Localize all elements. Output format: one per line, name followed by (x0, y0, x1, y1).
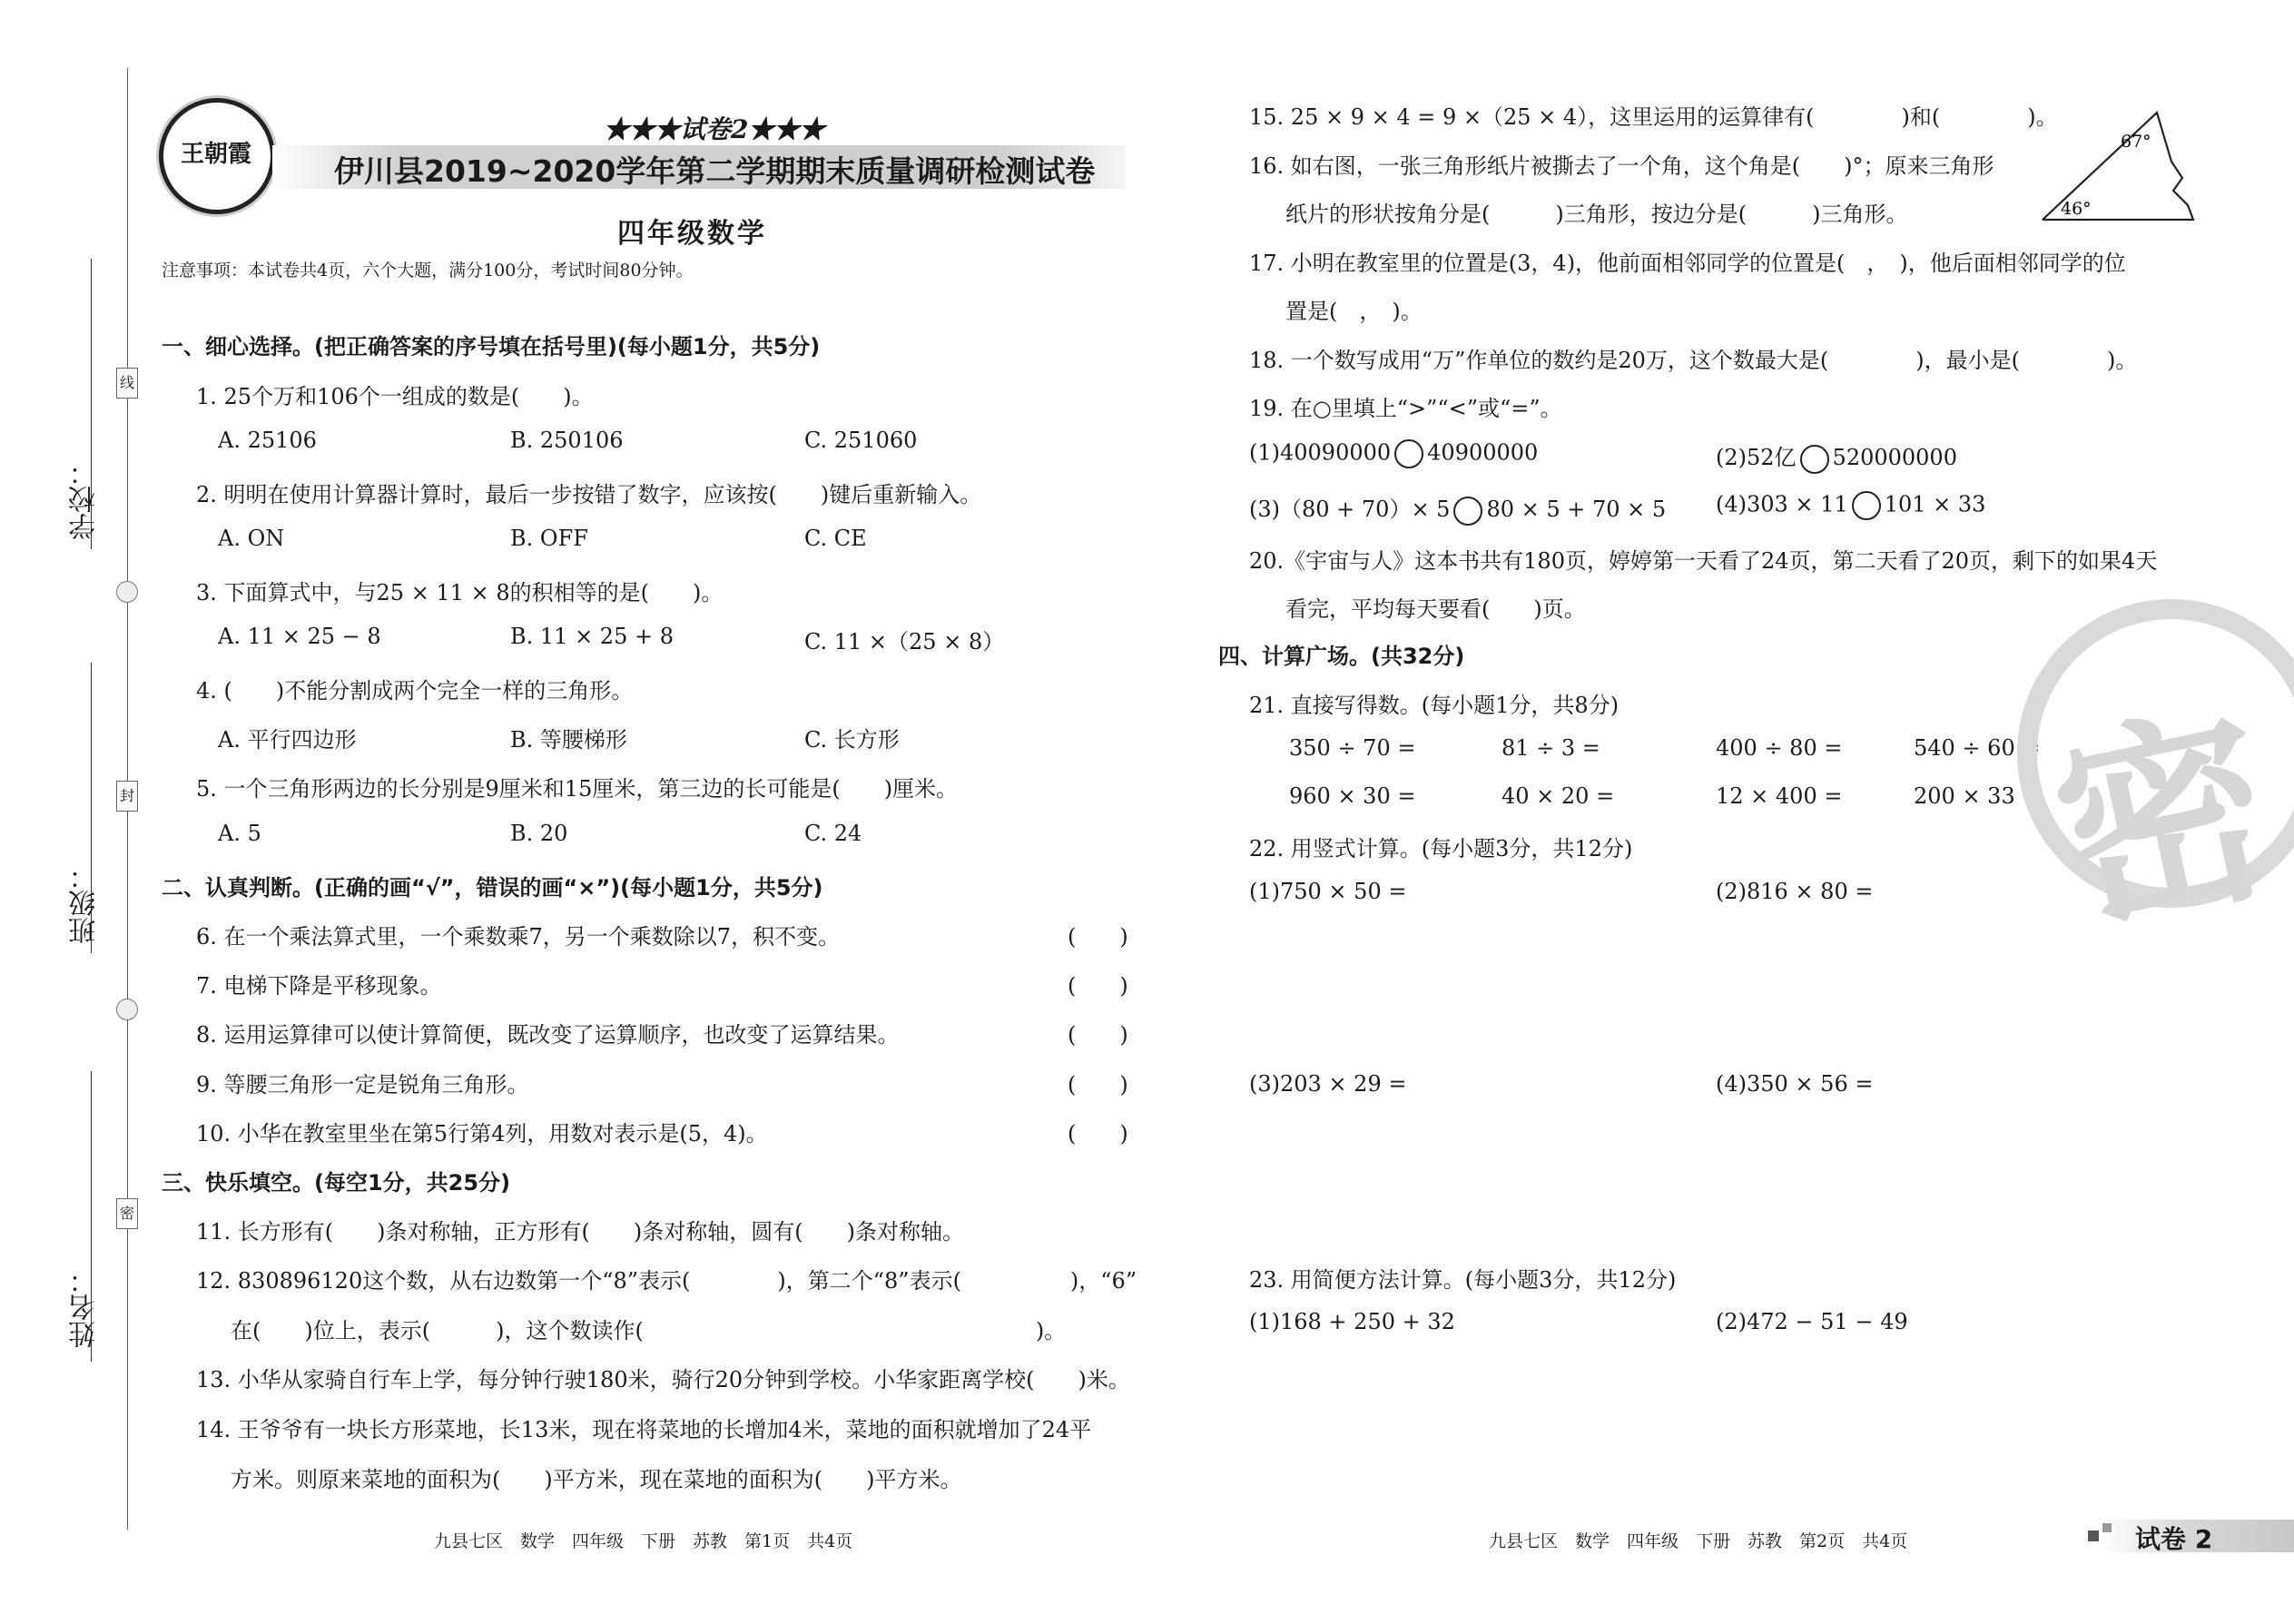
question-20-line2: 看完，平均每天要看( )页。 (1285, 596, 1586, 622)
stars-title: ★★★试卷2★★★ (604, 114, 825, 144)
q4-option-b[interactable]: B. 等腰梯形 (510, 727, 627, 753)
question-18: 18. 一个数写成用“万”作单位的数约是20万，这个数最大是( )，最小是( )。 (1249, 348, 2138, 373)
exam-title: 伊川县2019~2020学年第二学期期末质量调研检测试卷 (334, 153, 1096, 189)
judge-item-6: 6. 在一个乘法算式里，一个乘数乘7，另一个乘数除以7，积不变。 (196, 924, 841, 950)
compare-item-3 (1249, 491, 1666, 526)
question-16-line2: 纸片的形状按角分是( )三角形，按边分是( )三角形。 (1285, 202, 1908, 227)
question-13: 13. 小华从家骑自行车上学，每分钟行驶180米，骑行20分钟到学校。小华家距离学校( )米。 (196, 1367, 1130, 1393)
compare-item-4 (1716, 491, 1985, 520)
compare-item-1 (1249, 439, 1538, 468)
question-14-line1: 14. 王爷爷有一块长方形菜地，长13米，现在将菜地的长增加4米，菜地的面积就增加了24平 (196, 1417, 1092, 1442)
oral-calc[interactable]: 40 × 20 = (1501, 783, 1615, 809)
question-5: 5. 一个三角形两边的长分别是9厘米和15厘米，第三边的长可能是( )厘米。 (196, 776, 959, 802)
oral-calc[interactable]: 400 ÷ 80 = (1716, 735, 1843, 761)
vertical-calc[interactable]: (1)750 × 50 = (1249, 879, 1407, 904)
oral-calc[interactable]: 960 × 30 = (1289, 783, 1416, 809)
judge-answer-box[interactable]: ( ) (1068, 1072, 1128, 1097)
question-16-line1: 16. 如右图，一张三角形纸片被撕去了一个角，这个角是( )°；原来三角形 (1249, 153, 1994, 179)
name-label: 姓名： (69, 1266, 101, 1348)
section3-heading: 三、快乐填空。(每空1分，共25分) (162, 1170, 511, 1196)
secret-stamp-watermark (2017, 599, 2294, 963)
q3-option-a[interactable]: A. 11 × 25 − 8 (218, 624, 381, 649)
q4-option-a[interactable]: A. 平行四边形 (218, 727, 357, 753)
judge-answer-box[interactable]: ( ) (1068, 1022, 1128, 1048)
q5-option-c[interactable]: C. 24 (804, 821, 862, 846)
compare-left: (3)（80 + 70）× 5 (1249, 497, 1451, 522)
vertical-calc[interactable]: (2)816 × 80 = (1716, 879, 1874, 904)
simplify-calc[interactable]: (1)168 + 250 + 32 (1249, 1309, 1455, 1334)
torn-triangle-figure (2037, 107, 2200, 225)
page-footer-left: 九县七区 数学 四年级 下册 苏教 第1页 共4页 (434, 1531, 853, 1551)
judge-answer-box[interactable]: ( ) (1068, 973, 1128, 999)
compare-right: 80 × 5 + 70 × 5 (1486, 497, 1667, 522)
seal-mark-top: 线 (116, 368, 138, 399)
notice: 注意事项：本试卷共4页，六个大题，满分100分，考试时间80分钟。 (162, 261, 694, 281)
question-19: 19. 在○里填上“>”“<”或“=”。 (1249, 396, 1562, 421)
q4-option-c[interactable]: C. 长方形 (804, 727, 900, 753)
binding-dot-icon (116, 581, 138, 603)
compare-right: 101 × 33 (1884, 491, 1986, 517)
angle-46-label: 46° (2061, 199, 2092, 219)
section2-heading: 二、认真判断。(正确的画“√”，错误的画“×”)(每小题1分，共5分) (162, 875, 823, 901)
oral-calc[interactable]: 12 × 400 = (1716, 783, 1843, 809)
question-22: 22. 用竖式计算。(每小题3分，共12分) (1249, 836, 1633, 861)
judge-answer-box[interactable]: ( ) (1068, 1121, 1128, 1147)
question-14-line2: 方米。则原来菜地的面积为( )平方米，现在菜地的面积为( )平方米。 (231, 1467, 962, 1492)
q2-option-a[interactable]: A. ON (218, 526, 285, 551)
q1-option-a[interactable]: A. 25106 (218, 428, 317, 453)
section4-heading: 四、计算广场。(共32分) (1218, 644, 1465, 669)
seal-mark-bottom: 密 (116, 1198, 138, 1229)
question-12-line1: 12. 830896120这个数，从右边数第一个“8”表示( )，第二个“8”表示( )，“6” (196, 1268, 1137, 1294)
angle-67-label: 67° (2121, 132, 2151, 152)
vertical-calc[interactable]: (4)350 × 56 = (1716, 1071, 1874, 1097)
question-17-line2: 置是( ， )。 (1285, 299, 1423, 324)
question-1: 1. 25个万和106个一组成的数是( )。 (196, 384, 594, 409)
page-footer-right: 九县七区 数学 四年级 下册 苏教 第2页 共4页 (1489, 1531, 1908, 1551)
oral-calc[interactable]: 350 ÷ 70 = (1289, 735, 1416, 761)
exam-subtitle: 四年级数学 (617, 218, 767, 250)
compare-left: (1)40090000 (1249, 439, 1392, 466)
q3-option-c[interactable]: C. 11 ×（25 × 8） (804, 629, 1005, 655)
question-23: 23. 用简便方法计算。(每小题3分，共12分) (1249, 1267, 1677, 1293)
tag-squares-icon (2088, 1530, 2099, 1541)
compare-circle[interactable] (1453, 497, 1482, 526)
section1-heading: 一、细心选择。(把正确答案的序号填在括号里)(每小题1分，共5分) (162, 334, 821, 359)
q2-option-b[interactable]: B. OFF (510, 526, 588, 551)
q5-option-a[interactable]: A. 5 (218, 821, 261, 846)
judge-item-9: 9. 等腰三角形一定是锐角三角形。 (196, 1072, 529, 1097)
binding-dot-icon (116, 999, 138, 1020)
seal-mark-middle: 封 (116, 781, 138, 812)
judge-answer-box[interactable]: ( ) (1068, 924, 1128, 950)
question-21: 21. 直接写得数。(每小题1分，共8分) (1249, 693, 1620, 718)
judge-item-10: 10. 小华在教室里坐在第5行第4列，用数对表示是(5，4)。 (196, 1121, 768, 1147)
simplify-calc[interactable]: (2)472 − 51 − 49 (1716, 1309, 1908, 1334)
q1-option-b[interactable]: B. 250106 (510, 428, 624, 453)
vertical-calc[interactable]: (3)203 × 29 = (1249, 1071, 1407, 1097)
question-3: 3. 下面算式中，与25 × 11 × 8的积相等的是( )。 (196, 580, 724, 605)
compare-circle[interactable] (1800, 445, 1829, 474)
compare-right: 520000000 (1832, 445, 1957, 470)
question-15: 15. 25 × 9 × 4 = 9 ×（25 × 4），这里运用的运算律有( )和( )。 (1249, 104, 2058, 130)
oral-calc[interactable]: 81 ÷ 3 = (1501, 735, 1600, 761)
q1-option-c[interactable]: C. 251060 (804, 428, 918, 453)
question-4: 4. ( )不能分割成两个完全一样的三角形。 (196, 678, 634, 704)
compare-left: (4)303 × 11 (1716, 491, 1848, 517)
logo-text: 王朝霞 (180, 141, 251, 168)
judge-item-8: 8. 运用运算律可以使计算简便，既改变了运算顺序，也改变了运算结果。 (196, 1022, 900, 1048)
compare-circle[interactable] (1394, 439, 1423, 468)
compare-item-2 (1716, 439, 1957, 474)
q2-option-c[interactable]: C. CE (804, 526, 867, 551)
question-11: 11. 长方形有( )条对称轴，正方形有( )条对称轴，圆有( )条对称轴。 (196, 1219, 964, 1245)
question-17-line1: 17. 小明在教室里的位置是(3，4)，他前面相邻同学的位置是( ， )，他后面相邻同学的位 (1249, 251, 2126, 276)
question-20-line1: 20.《宇宙与人》这本书共有180页，婷婷第一天看了24页，第二天看了20页，剩下的如果4天 (1249, 548, 2158, 574)
publisher-logo (159, 98, 275, 214)
oral-calc[interactable]: 540 ÷ 60 = (1914, 735, 2041, 761)
q5-option-b[interactable]: B. 20 (510, 821, 568, 846)
school-label: 学校： (69, 458, 101, 540)
question-12-line2: 在( )位上，表示( )，这个数读作( )。 (231, 1318, 1067, 1343)
q3-option-b[interactable]: B. 11 × 25 + 8 (510, 624, 674, 649)
compare-left: (2)52亿 (1716, 445, 1797, 470)
stamp-char: 密 (2036, 682, 2291, 963)
oral-calc[interactable]: 200 × 33 = (1914, 783, 2041, 809)
judge-item-7: 7. 电梯下降是平移现象。 (196, 973, 442, 999)
tag-squares-icon (2102, 1523, 2112, 1532)
paper-tag: 试卷 2 (2135, 1524, 2213, 1554)
compare-right: 40900000 (1427, 439, 1539, 466)
class-label: 班级： (69, 862, 101, 944)
compare-circle[interactable] (1852, 491, 1881, 520)
question-2: 2. 明明在使用计算器计算时，最后一步按错了数字，应该按( )键后重新输入。 (196, 482, 982, 507)
